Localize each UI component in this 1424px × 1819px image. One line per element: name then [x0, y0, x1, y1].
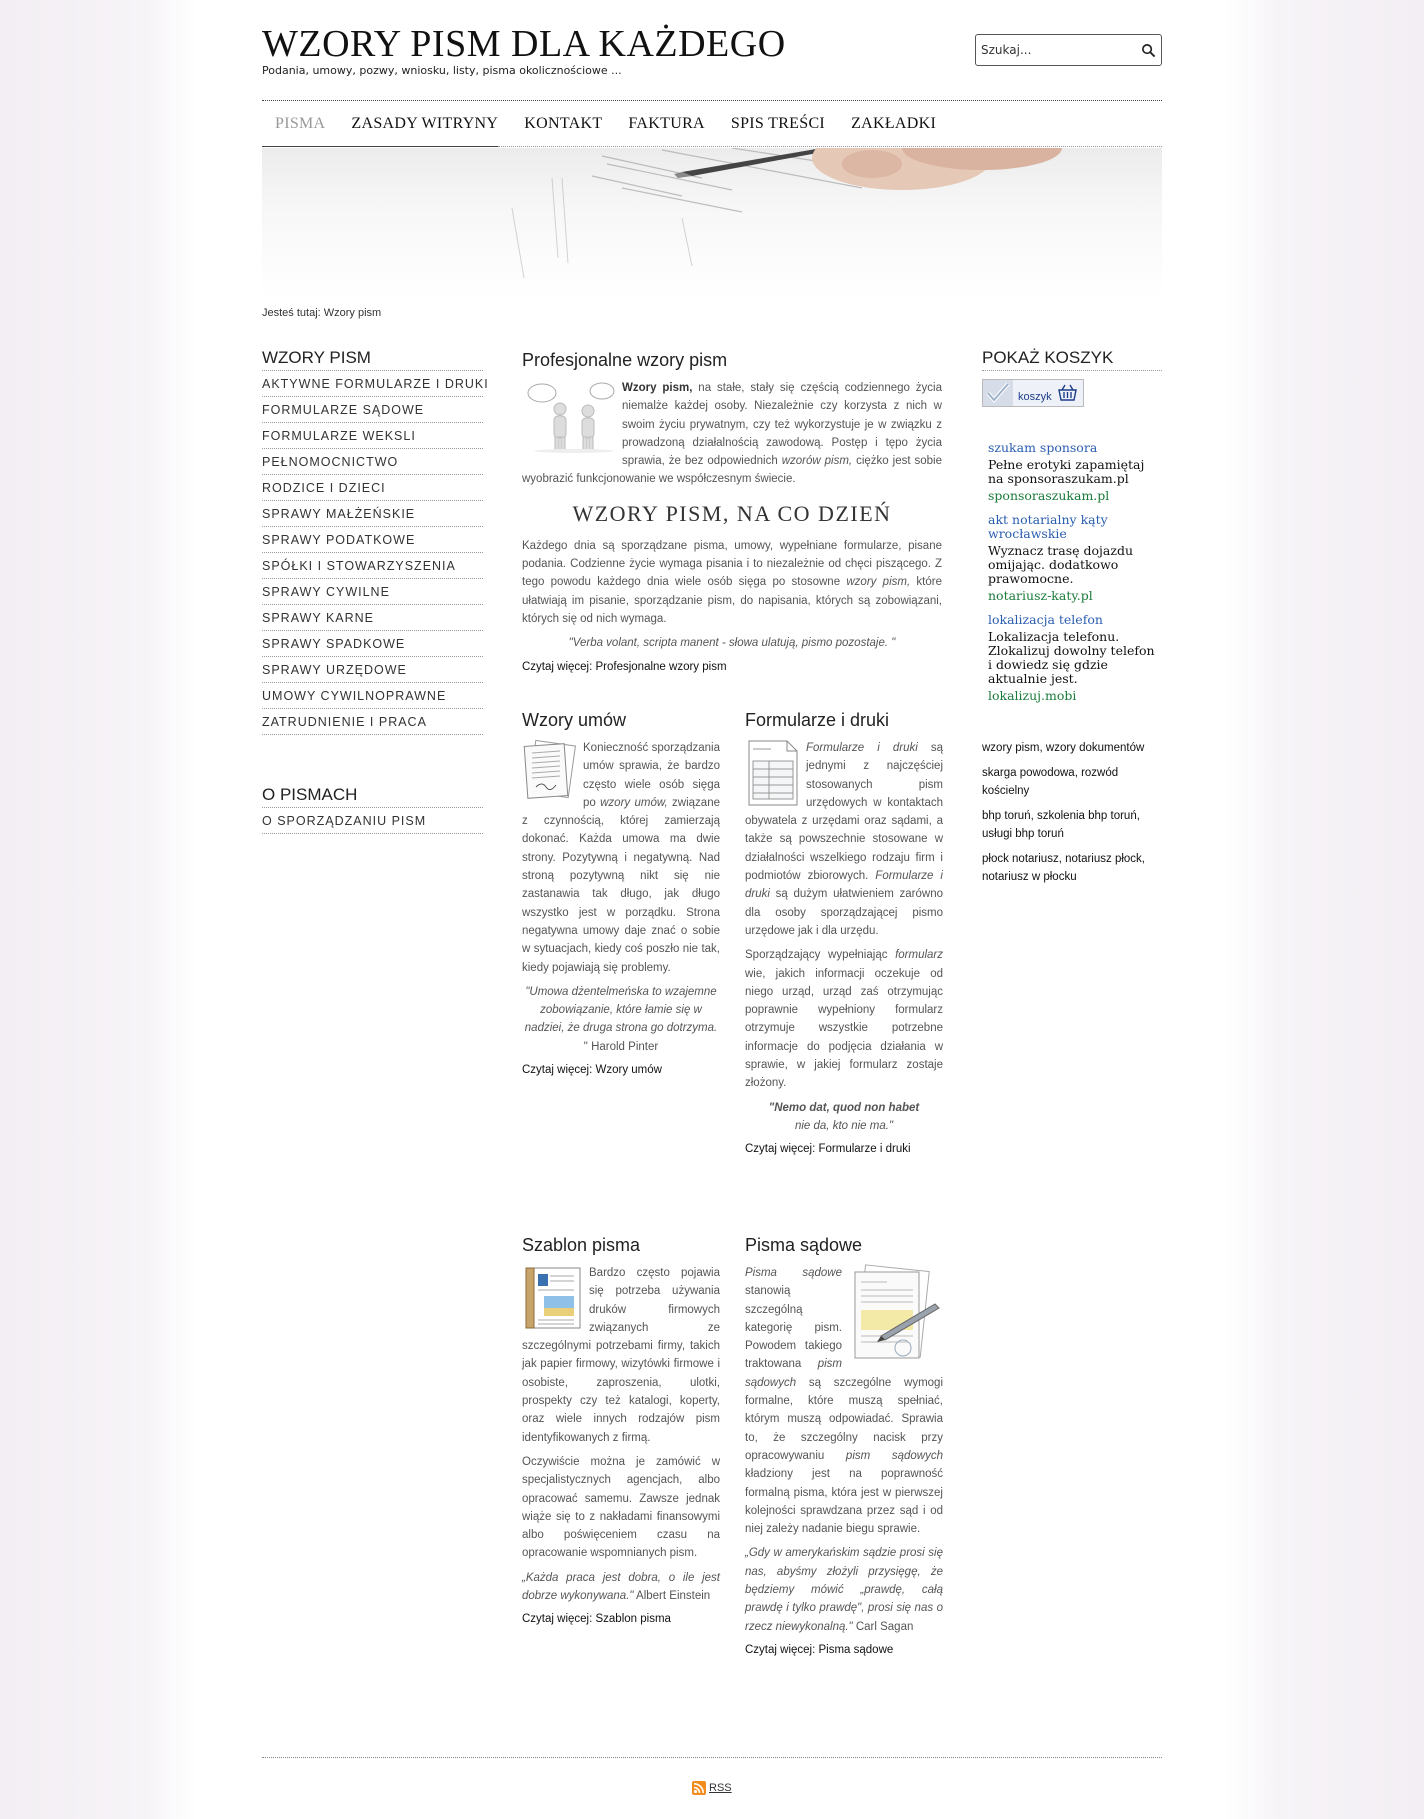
sidebar-link[interactable]: UMOWY CYWILNOPRAWNE: [262, 689, 447, 703]
sidebar-item: [262, 553, 483, 579]
paragraph-text: są szczególne wymogi formalne, które muszą spełniać, którym muszą odpowiadać. Sprawia to, że szczególny nacisk przy opracowywaniu: [745, 1376, 943, 1462]
post-title[interactable]: Pisma sądowe: [745, 1235, 863, 1255]
paragraph-text: Każdego dnia są sporządzane pisma, umowy, wypełniane formularze, pisane podania. Codzienne życie wymaga pisania i to niezależnie od chęci piszącego. Z tego powodu każdego dnia wiele osób sięga po stosowne: [522, 539, 942, 589]
sidebar-link[interactable]: FORMULARZE SĄDOWE: [262, 403, 425, 417]
sidebar-item: [262, 808, 483, 834]
sidebar-link[interactable]: AKTYWNE FORMULARZE I DRUKI: [262, 377, 489, 391]
post-title[interactable]: Profesjonalne wzory pism: [522, 350, 728, 370]
post-quote: "Verba volant, scripta manent - słowa ulatują, pismo pozostaje. ": [568, 637, 896, 650]
court-document-pen-image: [847, 1264, 943, 1364]
sidebar-link[interactable]: RODZICE I DZIECI: [262, 481, 386, 495]
ad-item[interactable]: [988, 613, 1162, 703]
paragraph-text: są jednymi z najczęściej stosowanych pism urzędowych w kontaktach obywatela z urzędami oraz sądami, a także są powszechnie stosowane w działalności wszelkiego rodzaju firm i podmiotów zbiorowych.: [745, 742, 943, 883]
widget-title-o-pismach: O PISMACH: [262, 785, 483, 808]
read-more-link[interactable]: [522, 1613, 720, 1625]
read-more-anchor[interactable]: Czytaj więcej: Profesjonalne wzory pism: [522, 660, 727, 673]
nav-item-zasady-witryny[interactable]: ZASADY WITRYNY: [351, 115, 499, 132]
post-title[interactable]: Formularze i druki: [745, 710, 890, 730]
intro-text: na stałe, stały się częścią codziennego życia niemalże każdej osoby. Niezależnie czy korzysta z nich w swoim życiu prywatnym, czy też wykorzystuje je w związku z prowadzoną działalnością zawodową. Postęp i tępo życia sprawia, że bez odpowiednich: [622, 382, 942, 468]
ad-item[interactable]: [988, 441, 1162, 503]
paragraph-italic: pism sądowych: [845, 1449, 943, 1462]
sidebar-link[interactable]: FORMULARZE WEKSLI: [262, 429, 416, 443]
sidebar-link[interactable]: SPRAWY PODATKOWE: [262, 533, 416, 547]
contract-document-image: [522, 739, 578, 801]
cart-label: koszyk: [1018, 391, 1052, 403]
ad-text: Pełne erotyki zapamiętaj na sponsoraszukam.pl: [988, 457, 1145, 486]
paragraph-italic: pism sądowych: [745, 1358, 842, 1389]
paragraph-text: są dużym ułatwieniem zarówno dla osoby sporządzającej pismo urzędowe jak i dla urzędu.: [745, 888, 943, 937]
paragraph-italic: Pisma sądowe: [745, 1267, 842, 1279]
main-nav: [262, 108, 949, 146]
widget-title-koszyk: POKAŻ KOSZYK: [982, 348, 1162, 371]
post-quote: [745, 1099, 943, 1136]
paragraph-italic: wzory umów,: [600, 796, 668, 809]
partner-links: [982, 739, 1162, 886]
sidebar-item: [262, 579, 483, 605]
intro-italic: wzorów pism,: [781, 455, 853, 468]
template-book-image: [522, 1264, 584, 1332]
search-input[interactable]: [981, 41, 1131, 59]
rss-icon[interactable]: [692, 1781, 706, 1795]
about-list: [262, 808, 483, 834]
nav-active-underline: [262, 146, 498, 147]
quote-line: "Nemo dat, quod non habet: [768, 1101, 920, 1114]
site-title[interactable]: WZORY PISM DLA KAŻDEGO: [262, 23, 786, 65]
sidebar-item: [262, 449, 483, 475]
ad-url[interactable]: notariusz-katy.pl: [988, 588, 1093, 603]
quote-text: "Umowa dżentelmeńska to wzajemne zobowiązanie, które łamie się w nadziei, że druga strona go dotrzyma.: [524, 985, 718, 1035]
sponsored-links: [982, 441, 1162, 703]
nav-item-zakladki[interactable]: ZAKŁADKI: [851, 115, 937, 132]
partner-link[interactable]: płock notariusz, notariusz płock, notariusz w płocku: [982, 853, 1145, 883]
quote-text: „Każda praca jest dobra, o ile jest dobrze wykonywana.": [522, 1571, 720, 1603]
intro-bold: Wzory pism,: [622, 382, 693, 394]
sidebar-item: [262, 397, 483, 423]
people-talking-image: [522, 379, 617, 453]
sidebar-item: [262, 605, 483, 631]
sidebar-link[interactable]: SPRAWY SPADKOWE: [262, 637, 406, 651]
quote-line: nie da, kto nie ma.": [794, 1119, 894, 1132]
sidebar-item: [262, 709, 483, 735]
sidebar-item: [262, 631, 483, 657]
sidebar-item: [262, 527, 483, 553]
read-more-anchor[interactable]: Czytaj więcej: Pisma sądowe: [745, 1643, 894, 1656]
sidebar-item: [262, 657, 483, 683]
post-body: [522, 379, 942, 489]
sidebar-item: [262, 371, 489, 397]
post-paragraph: Oczywiście można je zamówić w specjalistycznych agencjach, albo opracować samemu. Zawsze jednak wiąże się to z nakładami finansowymi albo poświęceniem czasu na opracowanie wspomnianych pism.: [522, 1455, 720, 1560]
post-intro: [522, 350, 942, 673]
post-body: [745, 1264, 943, 1538]
breadcrumb: Jesteś tutaj: Wzory pism: [262, 307, 382, 319]
paragraph-text: Konieczność sporządzania umów sprawia, że bardzo często wiele osób sięga po: [583, 742, 720, 809]
post-body: [522, 1264, 720, 1447]
left-sidebar: [262, 348, 489, 834]
ad-item[interactable]: [988, 513, 1162, 603]
site-description: Podania, umowy, pozwy, wniosku, listy, pisma okolicznościowe ...: [262, 64, 622, 77]
main-content: [522, 350, 943, 1656]
post-body: [522, 739, 720, 977]
post-wzory-umow: [522, 710, 720, 1076]
ad-text: Wyznacz trasę dojazdu omijając. dodatkowo prawomocne.: [988, 543, 1134, 586]
category-list: [262, 371, 489, 735]
sidebar-link[interactable]: SPÓŁKI I STOWARZYSZENIA: [262, 559, 456, 573]
ad-url[interactable]: sponsoraszukam.pl: [988, 488, 1110, 503]
paragraph-text: wie, jakich informacji oczekuje od niego urząd, urząd zaś otrzymując poprawnie wypełniony formularz otrzymuje wszystkie potrzebne informacje do podjęcia działania w sprawie, w jakiej formularz zostaje złożony.: [745, 967, 943, 1090]
paragraph-text: kładziony jest na poprawność formalną pisma, która jest w pierwszej kolejności sprawdzana przez sąd i od niej zależy nadanie biegu sprawie.: [745, 1468, 943, 1536]
read-more-link[interactable]: [745, 1644, 943, 1656]
sidebar-item: [262, 475, 483, 501]
header-banner-image: [262, 148, 1162, 298]
paragraph-italic: wzory pism,: [846, 576, 911, 589]
nav-item-spis-tresci[interactable]: SPIS TREŚCI: [730, 115, 826, 132]
ad-title[interactable]: szukam sponsora: [988, 440, 1098, 455]
read-more-anchor[interactable]: Czytaj więcej: Szablon pisma: [522, 1613, 671, 1626]
post-paragraph: [745, 946, 943, 1092]
post-paragraph: [522, 537, 942, 628]
partner-link[interactable]: wzory pism, wzory dokumentów: [982, 742, 1145, 754]
widget-title-wzory-pism: WZORY PISM: [262, 348, 483, 371]
ad-text: Lokalizacja telefonu. Zlokalizuj dowolny telefon i dowiedz się gdzie aktualnie jest.: [988, 629, 1155, 686]
nav-item-kontakt[interactable]: KONTAKT: [524, 115, 603, 132]
sidebar-link[interactable]: SPRAWY MAŁŻEŃSKIE: [262, 507, 416, 521]
sidebar-link[interactable]: PEŁNOMOCNICTWO: [262, 455, 399, 469]
section-heading: WZORY PISM, NA CO DZIEŃ: [572, 500, 892, 526]
paragraph-text: stanowią szczególną kategorię pism. Powodem takiego traktowana: [745, 1285, 842, 1371]
post-szablon-pisma: [522, 1235, 720, 1625]
ad-title[interactable]: akt notarialny kąty wrocławskie: [988, 512, 1108, 541]
read-more-link[interactable]: [522, 1064, 720, 1076]
nav-divider-bottom: [498, 146, 1162, 147]
post-quote: [522, 983, 720, 1056]
right-sidebar: [982, 348, 1162, 893]
sidebar-link[interactable]: SPRAWY CYWILNE: [262, 585, 390, 599]
post-title[interactable]: Wzory umów: [522, 710, 627, 730]
post-pisma-sadowe: [745, 1235, 943, 1656]
nav-item-pisma[interactable]: PISMA: [275, 115, 326, 132]
quote-author: Carl Sagan: [852, 1620, 914, 1633]
paragraph-text: które ułatwiają im pisanie, sporządzanie pism, do napisania, których są zobowiązani, których się od nich wymaga.: [522, 576, 942, 625]
sidebar-item: [262, 683, 483, 709]
widget-o-pismach: [262, 785, 483, 834]
rss-link[interactable]: RSS: [709, 1782, 732, 1794]
search-box: [975, 34, 1162, 66]
sidebar-item: [262, 501, 483, 527]
partner-link[interactable]: skarga powodowa, rozwód kościelny: [982, 767, 1119, 797]
ad-title[interactable]: lokalizacja telefon: [988, 612, 1103, 627]
quote-author: Albert Einstein: [633, 1590, 711, 1603]
paragraph-text: Sporządzający wypełniając: [745, 949, 896, 962]
footer-divider: [262, 1757, 1162, 1758]
read-more-link[interactable]: [522, 661, 942, 673]
search-icon[interactable]: [1141, 43, 1156, 58]
paragraph-italic: Formularze i druki: [745, 870, 943, 901]
ad-url[interactable]: lokalizuj.mobi: [988, 688, 1077, 703]
quote-text: „Gdy w amerykańskim sądzie prosi się nas, abyśmy złożyli przysięgę, że będziemy mówić „prawdę, całą prawdę i tylko prawdę", prosi się nas o rzecz niewykonalną.": [745, 1547, 943, 1633]
post-quote: [522, 1569, 720, 1606]
read-more-anchor[interactable]: Czytaj więcej: Wzory umów: [522, 1064, 662, 1077]
sidebar-link[interactable]: SPRAWY KARNE: [262, 611, 375, 625]
cart-button[interactable]: [982, 379, 1084, 407]
sidebar-link[interactable]: O SPORZĄDZANIU PISM: [262, 814, 427, 828]
quote-author: " Harold Pinter: [583, 1040, 659, 1053]
post-formularze-i-druki: [745, 710, 943, 1155]
sidebar-link[interactable]: SPRAWY URZĘDOWE: [262, 663, 407, 677]
read-more-link[interactable]: [745, 1143, 943, 1155]
post-title[interactable]: Szablon pisma: [522, 1235, 641, 1255]
paragraph-text: związane z czynnością, której zamierzają dokonać. Każda umowa ma dwie strony. Pozytywną i negatywną. Nad stroną pozytywną nikt się nie zastanawia tak długo, jak długo wszystko jest w porządku. Strona negatywna umowy daje znać o sobie w sytuacjach, kiedy coś poszło nie tak, kiedy pojawiają się problemy.: [522, 796, 720, 974]
form-document-image: [745, 739, 801, 807]
intro-text: ciężko jest sobie wyobrazić funkcjonowanie we współczesnym świecie.: [522, 455, 942, 486]
nav-item-faktura[interactable]: FAKTURA: [628, 115, 705, 132]
sidebar-link[interactable]: ZATRUDNIENIE I PRACA: [262, 715, 427, 729]
post-body: [745, 739, 943, 940]
paragraph-text: Bardzo często pojawia się potrzeba używania druków firmowych związanych ze szczególnymi potrzebami firmy, takich jak papier firmowy, wizytówki firmowe i osobiste, zaproszenia, ulotki, prospekty czy też katalogi, koperty, oraz wiele innych rodzajów pism identyfikowanych z firmą.: [522, 1267, 720, 1444]
paragraph-italic: formularz: [895, 949, 943, 962]
sidebar-item: [262, 423, 483, 449]
nav-divider-top: [262, 100, 1162, 101]
rss-feed: [692, 1781, 732, 1795]
page: [198, 0, 1226, 1819]
read-more-anchor[interactable]: Czytaj więcej: Formularze i druki: [745, 1143, 911, 1156]
paragraph-italic: Formularze i druki: [806, 742, 918, 754]
post-quote: [745, 1544, 943, 1635]
partner-link[interactable]: bhp toruń, szkolenia bhp toruń, usługi bhp toruń: [982, 810, 1140, 840]
